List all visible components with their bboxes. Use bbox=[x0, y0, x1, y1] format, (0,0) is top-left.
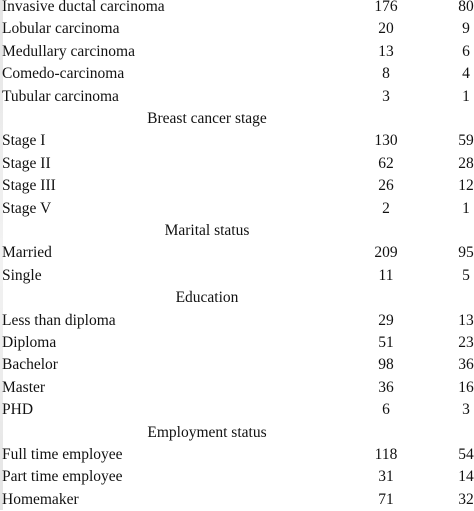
count-cell: 3 bbox=[382, 87, 390, 105]
row-label: Lobular carcinoma bbox=[2, 20, 120, 38]
percent-cell: 32 bbox=[458, 490, 474, 508]
count-cell: 26 bbox=[378, 177, 394, 195]
row-label: Stage I bbox=[2, 132, 46, 150]
table-row bbox=[0, 153, 474, 175]
table-row bbox=[0, 18, 474, 40]
count-cell: 13 bbox=[378, 42, 394, 60]
row-label: Tubular carcinoma bbox=[2, 87, 119, 105]
table-row bbox=[0, 130, 474, 152]
percent-cell: 9 bbox=[462, 20, 470, 38]
table-row bbox=[0, 399, 474, 421]
row-label: Part time employee bbox=[2, 468, 123, 486]
table-row bbox=[0, 354, 474, 376]
section-title: Marital status bbox=[164, 222, 250, 239]
percent-cell: 80 bbox=[458, 0, 474, 15]
row-label: Less than diploma bbox=[2, 311, 116, 329]
count-cell: 11 bbox=[378, 266, 394, 284]
table-row bbox=[0, 175, 474, 197]
percent-cell: 1 bbox=[462, 87, 470, 105]
percent-cell: 54 bbox=[458, 446, 474, 463]
percent-cell: 16 bbox=[458, 378, 474, 396]
table-row bbox=[0, 242, 474, 264]
count-cell: 8 bbox=[382, 65, 390, 83]
row-label: Bachelor bbox=[2, 356, 58, 374]
count-cell: 36 bbox=[378, 378, 394, 396]
section-title: Breast cancer stage bbox=[147, 110, 267, 127]
percent-cell: 23 bbox=[458, 334, 474, 351]
count-cell: 176 bbox=[374, 0, 398, 15]
row-label: Stage II bbox=[2, 154, 51, 172]
table-row bbox=[0, 0, 474, 18]
row-label: Invasive ductal carcinoma bbox=[2, 0, 165, 15]
percent-cell: 36 bbox=[458, 356, 474, 374]
row-label: Married bbox=[2, 244, 52, 262]
percent-cell: 1 bbox=[462, 199, 470, 217]
row-label: Comedo-carcinoma bbox=[2, 65, 125, 83]
count-cell: 31 bbox=[378, 468, 394, 486]
percent-cell: 95 bbox=[458, 244, 474, 262]
table-row bbox=[0, 198, 474, 220]
table-row bbox=[0, 489, 474, 511]
count-cell: 51 bbox=[378, 334, 394, 351]
table-row bbox=[0, 86, 474, 108]
table-row bbox=[0, 63, 474, 85]
count-cell: 118 bbox=[374, 446, 398, 463]
table-row bbox=[0, 466, 474, 488]
count-cell: 6 bbox=[382, 401, 390, 419]
table-row bbox=[0, 332, 474, 354]
percent-cell: 14 bbox=[458, 468, 474, 486]
section-title: Education bbox=[175, 289, 239, 307]
count-cell: 62 bbox=[378, 154, 394, 172]
count-cell: 20 bbox=[378, 20, 394, 38]
row-label: Stage III bbox=[2, 177, 56, 195]
row-label: Diploma bbox=[2, 334, 57, 351]
count-cell: 2 bbox=[382, 199, 390, 217]
row-label: Single bbox=[2, 266, 42, 284]
table-row bbox=[0, 444, 474, 466]
count-cell: 130 bbox=[374, 132, 398, 150]
table-row bbox=[0, 41, 474, 63]
row-label: Stage V bbox=[2, 199, 52, 217]
table-row bbox=[0, 310, 474, 332]
section-title: Employment status bbox=[147, 423, 267, 441]
row-label: Medullary carcinoma bbox=[2, 42, 135, 60]
count-cell: 29 bbox=[378, 311, 394, 329]
row-label: Master bbox=[2, 378, 46, 396]
count-cell: 98 bbox=[378, 356, 394, 374]
percent-cell: 28 bbox=[458, 154, 474, 172]
percent-cell: 5 bbox=[462, 266, 470, 284]
section-header-row bbox=[0, 220, 474, 242]
row-label: PHD bbox=[2, 401, 34, 419]
percent-cell: 59 bbox=[458, 132, 474, 150]
count-cell: 71 bbox=[378, 490, 394, 508]
row-label: Full time employee bbox=[2, 446, 123, 463]
percent-cell: 12 bbox=[458, 177, 474, 195]
percent-cell: 13 bbox=[458, 311, 474, 329]
section-header-row bbox=[0, 108, 474, 130]
count-cell: 209 bbox=[374, 244, 398, 262]
section-header-row bbox=[0, 422, 474, 444]
percent-cell: 4 bbox=[462, 65, 470, 83]
table-row bbox=[0, 377, 474, 399]
percent-cell: 3 bbox=[462, 401, 470, 419]
table-row bbox=[0, 265, 474, 287]
percent-cell: 6 bbox=[462, 42, 470, 60]
section-header-row bbox=[0, 287, 474, 309]
row-label: Homemaker bbox=[2, 490, 79, 508]
